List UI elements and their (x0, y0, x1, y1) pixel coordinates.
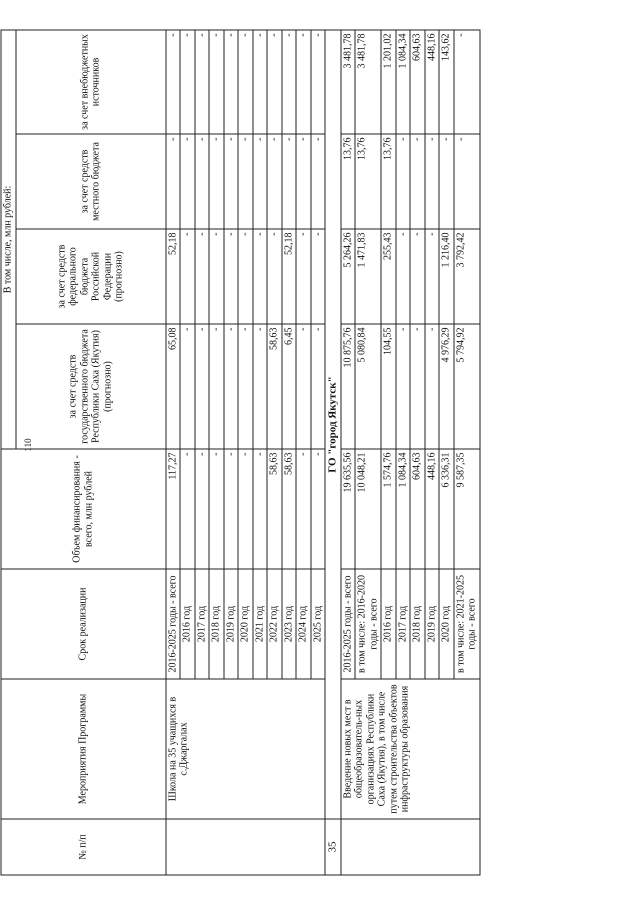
local-cell: - (195, 134, 210, 229)
term-cell: 2023 год (282, 569, 297, 679)
extra-cell: - (180, 30, 195, 134)
federal-cell: - (311, 229, 326, 324)
term-cell: 2020 год (439, 569, 454, 679)
extra-cell: - (166, 30, 181, 134)
total-cell: 58,63 (282, 449, 297, 569)
local-cell: - (439, 134, 454, 229)
block1-body (166, 30, 326, 875)
local-cell: - (180, 134, 195, 229)
local-cell: - (396, 134, 411, 229)
term-cell: 2022 год (267, 569, 282, 679)
extra-cell: - (282, 30, 297, 134)
extra-cell: 143,62 (439, 30, 454, 134)
total-cell: - (296, 449, 311, 569)
total-cell: 604,63 (410, 449, 425, 569)
local-cell: 13,76 (341, 134, 356, 229)
federal-cell: - (267, 229, 282, 324)
federal-cell: - (180, 229, 195, 324)
total-cell: 1 084,34 (396, 449, 411, 569)
federal-cell: - (253, 229, 268, 324)
extra-cell: 3 481,78 (355, 30, 381, 134)
term-cell: 2017 год (195, 569, 210, 679)
extra-cell: - (238, 30, 253, 134)
term-cell: в том числе: 2016-2020 годы - всего (355, 569, 381, 679)
term-cell: 2017 год (396, 569, 411, 679)
table-row (341, 30, 356, 875)
total-cell: 19 635,56 (341, 449, 356, 569)
go-row-num: 35 (325, 819, 341, 875)
total-cell: 6 336,31 (439, 449, 454, 569)
header-in-that: В том числе, млн рублей: (1, 30, 16, 449)
extra-cell: - (224, 30, 239, 134)
republic-cell: 4 976,29 (439, 324, 454, 449)
republic-cell: - (238, 324, 253, 449)
total-cell: - (311, 449, 326, 569)
header-republic: за счет средств государственного бюджета Республики Саха (Якутия) (прогнозно) (16, 324, 166, 449)
total-cell: 1 574,76 (381, 449, 396, 569)
federal-cell: - (396, 229, 411, 324)
extra-cell: 1 201,02 (381, 30, 396, 134)
federal-cell: 52,18 (166, 229, 181, 324)
extra-cell: - (267, 30, 282, 134)
federal-cell: - (238, 229, 253, 324)
total-cell: - (224, 449, 239, 569)
term-cell: 2019 год (224, 569, 239, 679)
extra-cell: - (209, 30, 224, 134)
extra-cell: - (311, 30, 326, 134)
term-cell: в том числе: 2021-2025 годы - всего (454, 569, 480, 679)
extra-cell: 448,16 (425, 30, 440, 134)
measure-cell: Школа на 35 учащихся в с.Джаргалах (166, 679, 326, 819)
local-cell: - (425, 134, 440, 229)
extra-cell: - (454, 30, 480, 134)
go-row-body (325, 30, 341, 875)
term-cell: 2016-2025 годы - всего (166, 569, 181, 679)
federal-cell: 3 792,42 (454, 229, 480, 324)
go-row-title: ГО "город Якутск" (325, 30, 341, 819)
total-cell: - (180, 449, 195, 569)
federal-cell: - (410, 229, 425, 324)
local-cell: - (209, 134, 224, 229)
header-term: Срок реализации (1, 569, 166, 679)
total-cell: 10 048,21 (355, 449, 381, 569)
federal-cell: - (296, 229, 311, 324)
header-total: Объем финансирования - всего, млн рублей (1, 449, 166, 569)
term-cell: 2018 год (410, 569, 425, 679)
republic-cell: 58,63 (267, 324, 282, 449)
block2-body (341, 30, 480, 875)
header-extra: за счет внебюджетных источников (16, 30, 166, 134)
local-cell: 13,76 (355, 134, 381, 229)
header-federal: за счет средств федерального бюджета Российской Федерации (прогнозно) (16, 229, 166, 324)
republic-cell: 5 794,92 (454, 324, 480, 449)
federal-cell: 1 471,83 (355, 229, 381, 324)
local-cell: - (296, 134, 311, 229)
republic-cell: - (311, 324, 326, 449)
federal-cell: 255,43 (381, 229, 396, 324)
measure-cell: Введение новых мест в общеобразователь-ных организациях Республики Саха (Якутия), в том числе путем строительства объектов инфраструктуры образования (341, 679, 480, 819)
local-cell: - (282, 134, 297, 229)
local-cell: - (311, 134, 326, 229)
extra-cell: - (296, 30, 311, 134)
republic-cell: - (209, 324, 224, 449)
federal-cell: - (209, 229, 224, 324)
republic-cell: - (224, 324, 239, 449)
term-cell: 2016 год (180, 569, 195, 679)
row-number-cell (341, 819, 480, 875)
local-cell: - (253, 134, 268, 229)
total-cell: 448,16 (425, 449, 440, 569)
term-cell: 2018 год (209, 569, 224, 679)
total-cell: - (238, 449, 253, 569)
local-cell: - (267, 134, 282, 229)
republic-cell: - (296, 324, 311, 449)
header-num: № п/п (1, 819, 166, 875)
total-cell: 117,27 (166, 449, 181, 569)
republic-cell: 5 080,84 (355, 324, 381, 449)
total-cell: - (253, 449, 268, 569)
extra-cell: 1 084,34 (396, 30, 411, 134)
local-cell: - (410, 134, 425, 229)
rotated-table-sheet (1, 31, 521, 876)
term-cell: 2019 год (425, 569, 440, 679)
republic-cell: 104,55 (381, 324, 396, 449)
term-cell: 2024 год (296, 569, 311, 679)
federal-cell: - (425, 229, 440, 324)
republic-cell: - (180, 324, 195, 449)
total-cell: - (195, 449, 210, 569)
local-cell: - (166, 134, 181, 229)
extra-cell: - (195, 30, 210, 134)
financing-table (1, 29, 481, 875)
term-cell: 2021 год (253, 569, 268, 679)
extra-cell: 3 481,78 (341, 30, 356, 134)
republic-cell: - (195, 324, 210, 449)
local-cell: - (224, 134, 239, 229)
local-cell: 13,76 (381, 134, 396, 229)
row-number-cell (166, 819, 326, 875)
total-cell: 58,63 (267, 449, 282, 569)
term-cell: 2025 год (311, 569, 326, 679)
republic-cell: 10 875,76 (341, 324, 356, 449)
total-cell: - (209, 449, 224, 569)
header-measure: Мероприятия Программы (1, 679, 166, 819)
table-row (166, 30, 181, 875)
term-cell: 2016-2025 годы - всего (341, 569, 356, 679)
extra-cell: 604,63 (410, 30, 425, 134)
republic-cell: 6,45 (282, 324, 297, 449)
federal-cell: 1 216,40 (439, 229, 454, 324)
local-cell: - (454, 134, 480, 229)
republic-cell: - (253, 324, 268, 449)
term-cell: 2020 год (238, 569, 253, 679)
page-number: 110 (23, 438, 33, 452)
republic-cell: - (410, 324, 425, 449)
federal-cell: 5 264,26 (341, 229, 356, 324)
republic-cell: - (396, 324, 411, 449)
term-cell: 2016 год (381, 569, 396, 679)
federal-cell: - (195, 229, 210, 324)
federal-cell: - (224, 229, 239, 324)
republic-cell: - (425, 324, 440, 449)
total-cell: 9 587,35 (454, 449, 480, 569)
extra-cell: - (253, 30, 268, 134)
local-cell: - (238, 134, 253, 229)
header-local: за счет средств местного бюджета (16, 134, 166, 229)
federal-cell: 52,18 (282, 229, 297, 324)
republic-cell: 65,08 (166, 324, 181, 449)
